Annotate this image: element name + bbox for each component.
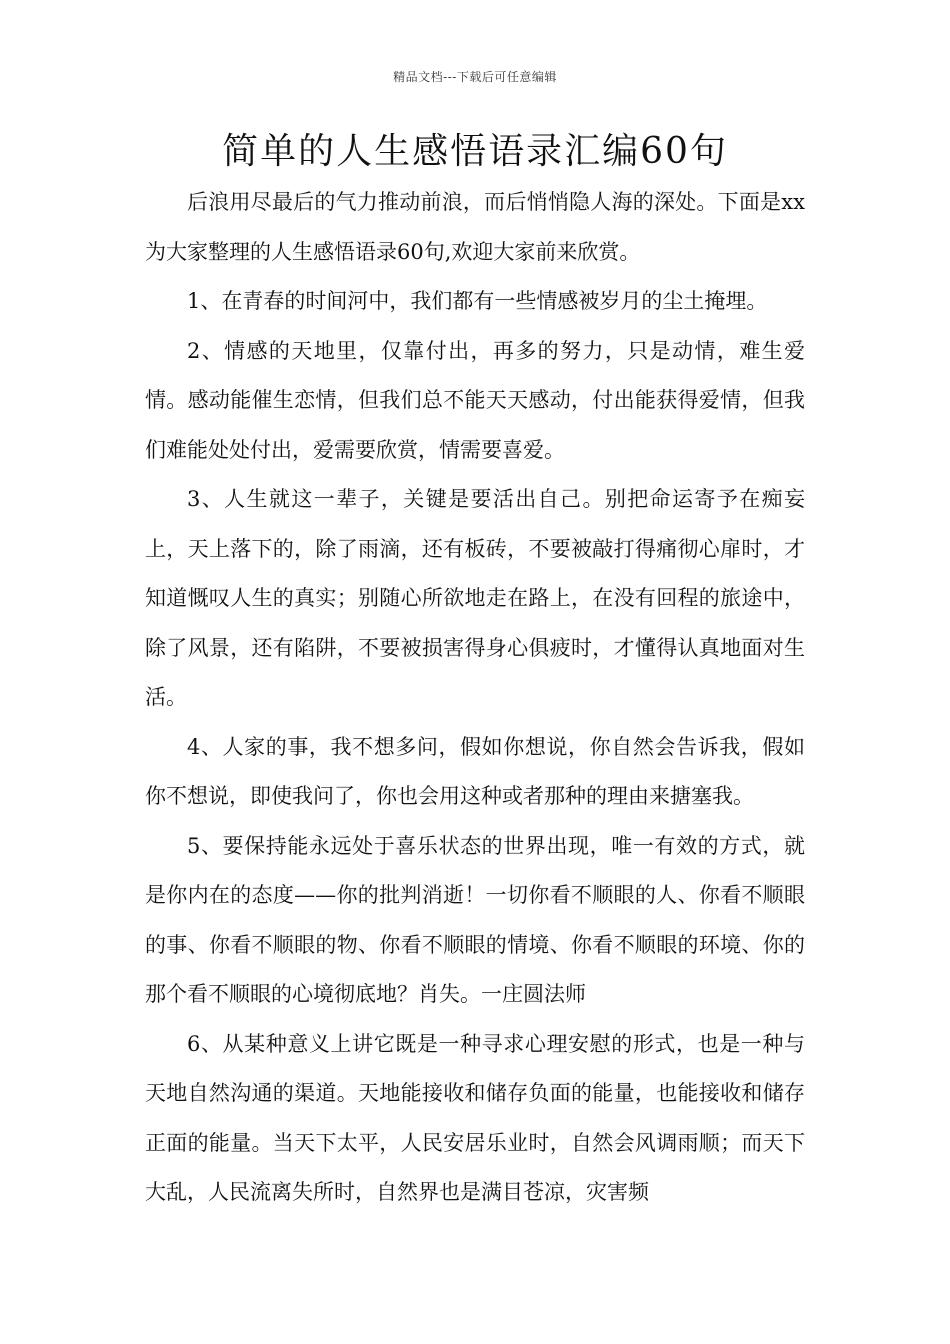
document-body [145, 178, 805, 1218]
quote-paragraph-4: 4、人家的事，我不想多问，假如你想说，你自然会告诉我，假如你不想说，即使我问了，你也会用这种或者那种的理由来搪塞我。 [145, 734, 805, 808]
quote-paragraph-2: 2、情感的天地里，仅靠付出，再多的努力，只是动情，难生爱情。感动能催生恋情，但我们总不能天天感动，付出能获得爱情，但我们难能处处付出，爱需要欣赏，情需要喜爱。 [145, 338, 805, 462]
document-title: 简单的人生感悟语录汇编60句 [222, 131, 728, 172]
quote-paragraph-3: 3、人生就这一辈子，关键是要活出自己。别把命运寄予在痴妄上，天上落下的，除了雨滴，还有板砖，不要被敲打得痛彻心扉时，才知道慨叹人生的真实；别随心所欲地走在路上，在没有回程的旅途中，除了风景，还有陷阱，不要被损害得身心俱疲时，才懂得认真地面对生活。 [145, 487, 805, 709]
header-note: 精品文档---下载后可任意编辑 [393, 70, 557, 84]
quote-paragraph-5: 5、要保持能永远处于喜乐状态的世界出现，唯一有效的方式，就是你内在的态度——你的批判消逝！一切你看不顺眼的人、你看不顺眼的事、你看不顺眼的物、你看不顺眼的情境、你看不顺眼的环境、你的那个看不顺眼的心境彻底地？肖失。一庄圆法师 [145, 833, 805, 1006]
quote-paragraph-6: 6、从某种意义上讲它既是一种寻求心理安慰的形式，也是一种与天地自然沟通的渠道。天地能接收和储存负面的能量，也能接收和储存正面的能量。当天下太平，人民安居乐业时，自然会风调雨顺；而天下大乱，人民流离失所时，自然界也是满目苍凉，灾害频 [145, 1031, 805, 1204]
intro-paragraph: 后浪用尽最后的气力推动前浪，而后悄悄隐人海的深处。下面是xx为大家整理的人生感悟语录60句,欢迎大家前来欣赏。 [145, 190, 805, 264]
quote-paragraph-1: 1、在青春的时间河中，我们都有一些情感被岁月的尘土掩埋。 [187, 289, 768, 313]
